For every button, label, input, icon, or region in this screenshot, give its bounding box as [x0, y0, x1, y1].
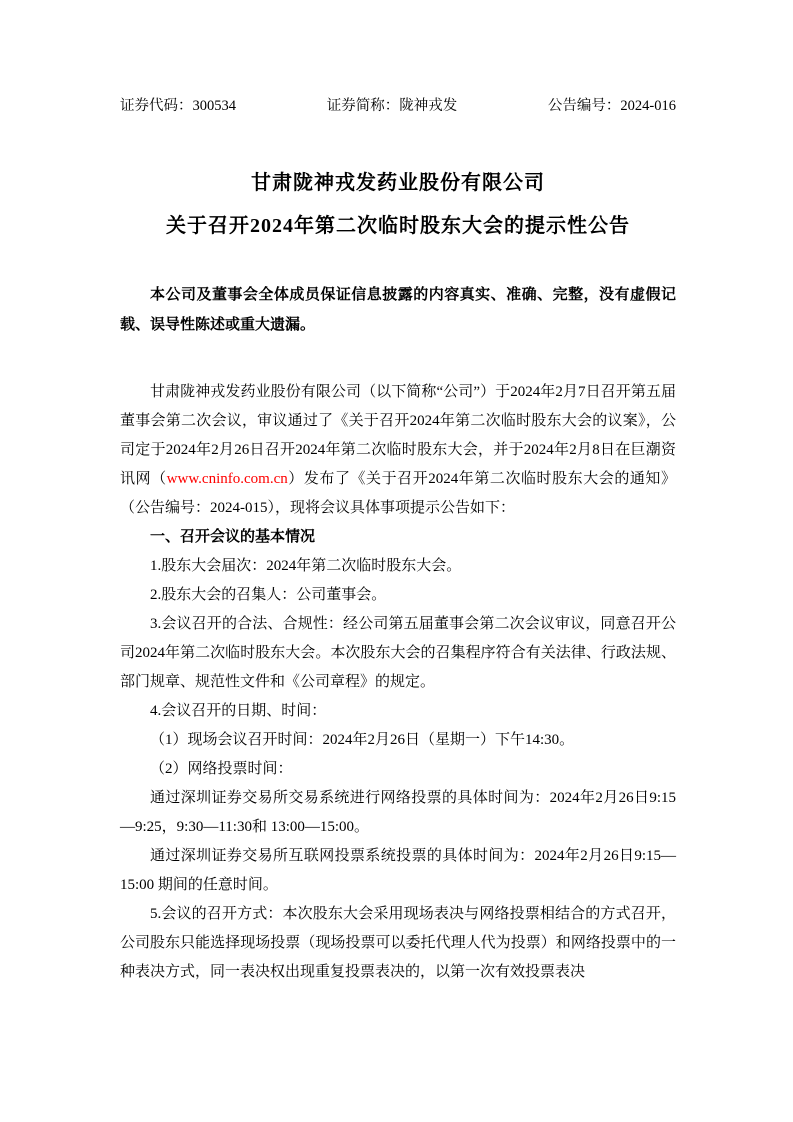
section1-heading: 一、召开会议的基本情况: [150, 529, 316, 545]
cninfo-url: www.cninfo.com.cn: [166, 471, 288, 487]
item-date-time: 4.会议召开的日期、时间：: [150, 703, 327, 719]
intro-text-before-url: 甘肃陇神戎发药业股份有限公司（以下简称“公司”）于2024年2月7日召开第五届董事会第二次会议，审议通过了《关于召开2024年第二次临时股东大会的议案》，公司定于2024年2月26日召开2024年第二次临时股东大会，并于2024年2月8日在巨潮资讯网（: [120, 384, 676, 487]
stock-name-label: 证券简称：陇神戎发: [326, 98, 458, 114]
company-name-title: 甘肃陇神戎发药业股份有限公司: [251, 172, 545, 194]
announcement-number-label: 公告编号：2024-016: [547, 98, 676, 114]
document-header: [120, 96, 676, 116]
item-internet-voting-time: 通过深圳证券交易所互联网投票系统投票的具体时间为：2024年2月26日9:15—15:00 期间的任意时间。: [120, 848, 676, 893]
item-legality: 3.会议召开的合法、合规性：经公司第五届董事会第二次会议审议，同意召开公司2024年第二次临时股东大会。本次股东大会的召集程序符合有关法律、行政法规、部门规章、规范性文件和《公司章程》的规定。: [120, 616, 676, 690]
item-meeting-session: 1.股东大会届次：2024年第二次临时股东大会。: [150, 558, 462, 574]
item-online-voting-time: （2）网络投票时间：: [150, 761, 293, 777]
stock-code-label: 证券代码：300534: [120, 98, 236, 114]
item-trading-system-voting-time: 通过深圳证券交易所交易系统进行网络投票的具体时间为：2024年2月26日9:15—9:25，9:30—11:30和 13:00—15:00。: [120, 790, 676, 835]
item-meeting-method: 5.会议的召开方式：本次股东大会采用现场表决与网络投票相结合的方式召开，公司股东只能选择现场投票（现场投票可以委托代理人代为投票）和网络投票中的一种表决方式，同一表决权出现重复投票表决的，以第一次有效投票表决: [120, 906, 676, 980]
intro-text-after-url: ）发布了《关于召开2024年第二次临时股东大会的通知》（公告编号：2024-015），现将会议具体事项提示公告如下：: [120, 471, 676, 516]
intro-paragraph: [120, 378, 676, 523]
item-onsite-meeting-time: （1）现场会议召开时间：2024年2月26日（星期一）下午14:30。: [150, 732, 575, 748]
item-convener: 2.股东大会的召集人：公司董事会。: [150, 587, 387, 603]
title-block: [120, 162, 676, 248]
declaration-paragraph: 本公司及董事会全体成员保证信息披露的内容真实、准确、完整，没有虚假记载、误导性陈述或重大遗漏。: [120, 287, 676, 333]
announcement-title: 关于召开2024年第二次临时股东大会的提示性公告: [166, 215, 630, 237]
